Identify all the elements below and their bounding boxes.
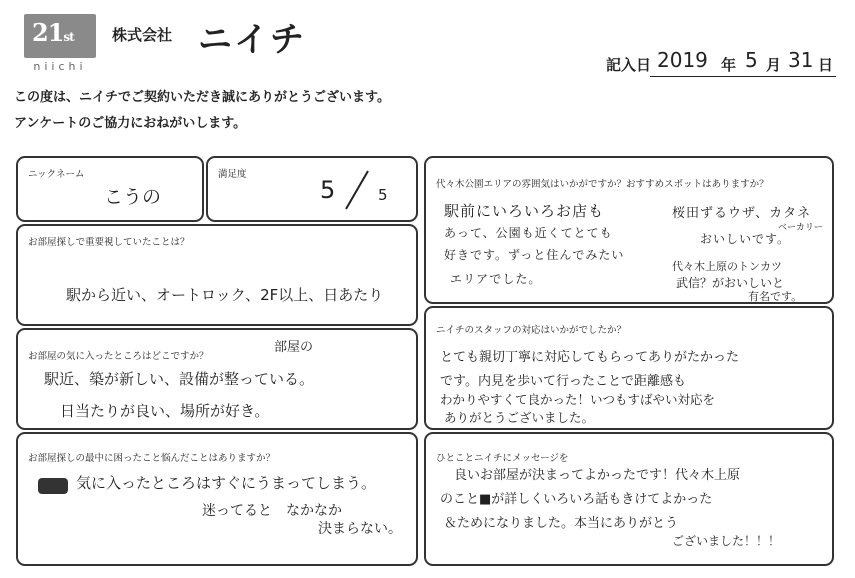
liked-note: 部屋の bbox=[274, 340, 314, 355]
date-day-unit: 日 bbox=[818, 56, 834, 74]
scribble-mark bbox=[38, 478, 68, 494]
liked-line-2: 日当たりが良い、場所が好き。 bbox=[60, 402, 270, 420]
company-name: ニイチ bbox=[198, 20, 306, 60]
area-left-line-2: あって、公園も近くてとても bbox=[444, 226, 613, 240]
priorities-answer: 駅から近い、オートロック、2F以上、日あたり bbox=[66, 286, 384, 304]
liked-line-1: 駅近、築が新しい、設備が整っている。 bbox=[44, 370, 315, 388]
staff-box bbox=[424, 306, 834, 430]
liked-label: お部屋の気に入ったところはどこですか？ bbox=[28, 351, 209, 362]
message-label: ひとことニイチにメッセージを bbox=[436, 453, 569, 464]
area-left-line-1: 駅前にいろいろお店も bbox=[444, 202, 605, 220]
staff-label: ニイチのスタッフの対応はいかがでしたか？ bbox=[436, 325, 627, 336]
priorities-box bbox=[16, 224, 418, 326]
date-underline bbox=[650, 76, 836, 77]
company-logo bbox=[24, 14, 96, 58]
troubles-label: お部屋探しの最中に困ったこと悩んだことはありますか？ bbox=[28, 453, 276, 464]
area-right-line-1: 桜田ずるウザ、カタネ bbox=[672, 206, 812, 221]
message-line-1: 良いお部屋が決まってよかったです！代々木上原 bbox=[454, 468, 741, 483]
logo-wordmark: niichi bbox=[33, 60, 87, 73]
company-prefix: 株式会社 bbox=[112, 26, 173, 44]
date-day: 31 bbox=[788, 48, 814, 72]
date-month: 5 bbox=[745, 48, 758, 72]
message-line-3: ＆ためになりました。本当にありがとう bbox=[444, 516, 679, 531]
area-right-line-1b: ベーカリー bbox=[778, 223, 823, 233]
area-left-line-3: 好きです。ずっと住んでみたい bbox=[444, 248, 625, 262]
area-right-line-3: 代々木上原のトンカツ bbox=[672, 260, 782, 273]
troubles-line-2: 迷ってると なかなか bbox=[202, 503, 342, 519]
nickname-box bbox=[16, 156, 204, 222]
area-box bbox=[424, 156, 834, 304]
satisfaction-box bbox=[206, 156, 418, 222]
date-month-unit: 月 bbox=[766, 56, 782, 74]
satisfaction-score: 5 bbox=[320, 176, 336, 204]
liked-box bbox=[16, 328, 418, 430]
logo-number: 21st bbox=[32, 18, 74, 47]
staff-line-2: です。内見を歩いて行ったことで距離感も bbox=[440, 374, 686, 389]
troubles-box bbox=[16, 432, 418, 566]
message-line-4: ございました！！！ bbox=[672, 534, 781, 548]
troubles-line-1: 気に入ったところはすぐにうまってしまう。 bbox=[76, 474, 377, 492]
area-label: 代々木公園エリアの雰囲気はいかがですか？おすすめスポットはありますか？ bbox=[436, 179, 769, 190]
message-box bbox=[424, 432, 834, 566]
message-line-2: のこと■が詳しくいろいろ話もきけてよかった bbox=[440, 492, 713, 507]
nickname-label: ニックネーム bbox=[28, 169, 85, 180]
date-label: 記入日 bbox=[606, 56, 652, 74]
satisfaction-slash bbox=[345, 170, 369, 209]
date-year: 2019 bbox=[657, 48, 708, 72]
nickname-value: こうの bbox=[104, 186, 162, 208]
staff-line-4: ありがとうございました。 bbox=[444, 410, 595, 425]
troubles-line-3: 決まらない。 bbox=[318, 521, 402, 537]
area-right-line-4: 武信？がおいしいと bbox=[676, 276, 785, 290]
priorities-label: お部屋探しで重要視していたことは？ bbox=[28, 237, 190, 248]
intro-line-2: アンケートのご協力におねがいします。 bbox=[14, 116, 247, 131]
area-left-line-4: エリアでした。 bbox=[450, 272, 542, 286]
satisfaction-label: 満足度 bbox=[218, 169, 247, 180]
area-right-line-5: 有名です。 bbox=[748, 290, 803, 303]
intro-line-1: この度は、ニイチでご契約いただき誠にありがとうございます。 bbox=[14, 90, 390, 105]
area-right-line-2: おいしいです。 bbox=[700, 232, 791, 246]
staff-line-1: とても親切丁寧に対応してもらってありがたかった bbox=[440, 350, 740, 365]
satisfaction-max: 5 bbox=[378, 186, 388, 204]
date-year-unit: 年 bbox=[721, 56, 737, 74]
staff-line-3: わかりやすくて良かった！いつもすばやい対応を bbox=[440, 392, 716, 407]
